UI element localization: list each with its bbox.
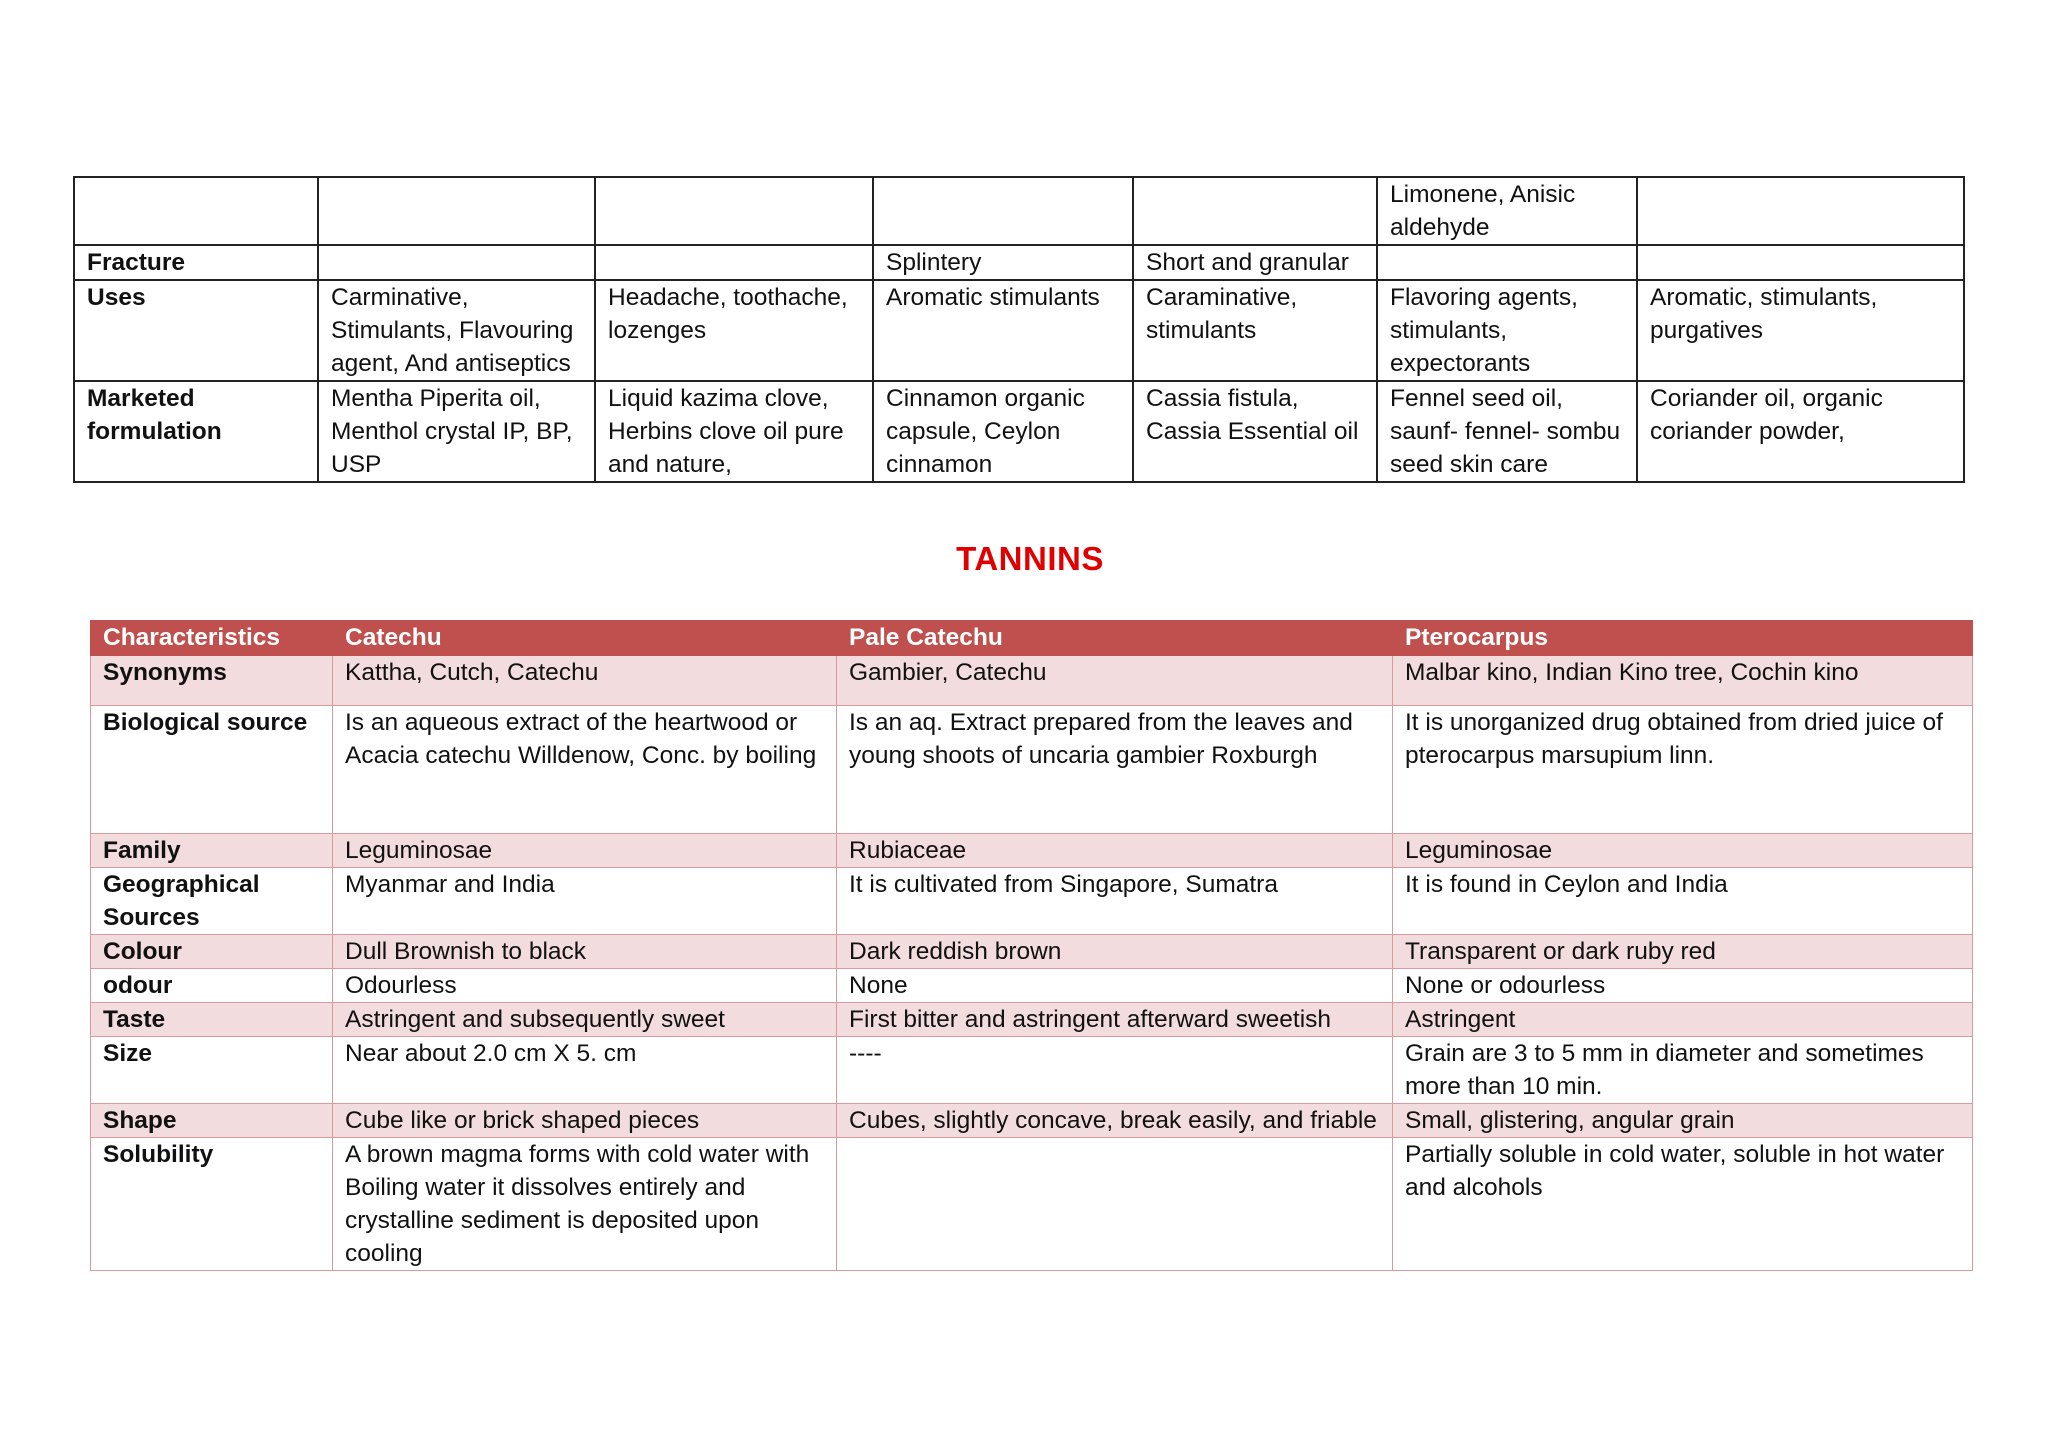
- table-cell: [318, 177, 595, 245]
- table-cell: [1637, 245, 1964, 280]
- row-label: odour: [91, 969, 333, 1003]
- table-cell: Headache, toothache, lozenges: [595, 280, 873, 381]
- column-header: Characteristics: [91, 621, 333, 656]
- table-cell: Partially soluble in cold water, soluble in hot water and alcohols: [1393, 1138, 1973, 1271]
- table-cell: [1133, 177, 1377, 245]
- table-cell: [873, 177, 1133, 245]
- table-row-odour: [91, 969, 1973, 1003]
- row-label: Shape: [91, 1104, 333, 1138]
- row-label: Synonyms: [91, 656, 333, 706]
- table-cell: [1637, 177, 1964, 245]
- section-heading: TANNINS: [956, 540, 1104, 577]
- table-cell: Near about 2.0 cm X 5. cm: [333, 1037, 837, 1104]
- table-row-uses: [74, 280, 1964, 381]
- tannins-table: [90, 620, 1973, 1271]
- table-cell: Odourless: [333, 969, 837, 1003]
- table-cell: Short and granular: [1133, 245, 1377, 280]
- table-cell: Cubes, slightly concave, break easily, and friable: [837, 1104, 1393, 1138]
- table-cell: Aromatic stimulants: [873, 280, 1133, 381]
- column-header: Catechu: [333, 621, 837, 656]
- row-label: Solubility: [91, 1138, 333, 1271]
- table-cell: It is unorganized drug obtained from dried juice of pterocarpus marsupium linn.: [1393, 706, 1973, 834]
- table-cell: First bitter and astringent afterward sweetish: [837, 1003, 1393, 1037]
- table-cell: Small, glistering, angular grain: [1393, 1104, 1973, 1138]
- table-cell: Mentha Piperita oil, Menthol crystal IP, BP, USP: [318, 381, 595, 482]
- table-cell: Is an aqueous extract of the heartwood or Acacia catechu Willdenow, Conc. by boiling: [333, 706, 837, 834]
- table-cell: Leguminosae: [333, 834, 837, 868]
- table-cell: None or odourless: [1393, 969, 1973, 1003]
- table-row-biological-source: [91, 706, 1973, 834]
- table-cell: Dull Brownish to black: [333, 935, 837, 969]
- table-row-colour: [91, 935, 1973, 969]
- table-row-synonyms: [91, 656, 1973, 706]
- volatile-oils-continuation-table: [73, 176, 1965, 483]
- table-cell: Cassia fistula, Cassia Essential oil: [1133, 381, 1377, 482]
- table-cell: [595, 177, 873, 245]
- table-cell: A brown magma forms with cold water with Boiling water it dissolves entirely and crystalline sediment is deposited upon cooling: [333, 1138, 837, 1271]
- table-cell: It is cultivated from Singapore, Sumatra: [837, 868, 1393, 935]
- table-row-fracture: [74, 245, 1964, 280]
- table-cell: Is an aq. Extract prepared from the leaves and young shoots of uncaria gambier Roxburgh: [837, 706, 1393, 834]
- table-cell: Transparent or dark ruby red: [1393, 935, 1973, 969]
- table-cell: Malbar kino, Indian Kino tree, Cochin kino: [1393, 656, 1973, 706]
- table-row-geographical-sources: [91, 868, 1973, 935]
- row-label: Size: [91, 1037, 333, 1104]
- table-cell: Leguminosae: [1393, 834, 1973, 868]
- row-label: Family: [91, 834, 333, 868]
- row-label: Uses: [74, 280, 318, 381]
- table-cell: Splintery: [873, 245, 1133, 280]
- table-cell: Myanmar and India: [333, 868, 837, 935]
- table-cell: Cinnamon organic capsule, Ceylon cinnamon: [873, 381, 1133, 482]
- row-label: Fracture: [74, 245, 318, 280]
- table-row-solubility: [91, 1138, 1973, 1271]
- table-cell: [1377, 245, 1637, 280]
- table-cell: Grain are 3 to 5 mm in diameter and sometimes more than 10 min.: [1393, 1037, 1973, 1104]
- table-cell: Limonene, Anisic aldehyde: [1377, 177, 1637, 245]
- table-row-marketed-formulation: [74, 381, 1964, 482]
- table-cell: Caraminative, stimulants: [1133, 280, 1377, 381]
- table-cell: [595, 245, 873, 280]
- row-label: Colour: [91, 935, 333, 969]
- table-cell: Fennel seed oil, saunf- fennel- sombu seed skin care: [1377, 381, 1637, 482]
- table-row: [74, 177, 1964, 245]
- table-row-shape: [91, 1104, 1973, 1138]
- table-cell: Coriander oil, organic coriander powder,: [1637, 381, 1964, 482]
- table-row-taste: [91, 1003, 1973, 1037]
- table-cell: None: [837, 969, 1393, 1003]
- row-label: Taste: [91, 1003, 333, 1037]
- table-row-size: [91, 1037, 1973, 1104]
- table-cell: It is found in Ceylon and India: [1393, 868, 1973, 935]
- table-cell: Cube like or brick shaped pieces: [333, 1104, 837, 1138]
- table-cell: Rubiaceae: [837, 834, 1393, 868]
- table-cell: Dark reddish brown: [837, 935, 1393, 969]
- row-label: Geographical Sources: [91, 868, 333, 935]
- row-label: [74, 177, 318, 245]
- table-cell: Flavoring agents, stimulants, expectorants: [1377, 280, 1637, 381]
- table-cell: Kattha, Cutch, Catechu: [333, 656, 837, 706]
- table-header-row: [91, 621, 1973, 656]
- column-header: Pterocarpus: [1393, 621, 1973, 656]
- table-cell: [318, 245, 595, 280]
- table-cell: Astringent: [1393, 1003, 1973, 1037]
- table-cell: Aromatic, stimulants, purgatives: [1637, 280, 1964, 381]
- table-cell: [837, 1138, 1393, 1271]
- column-header: Pale Catechu: [837, 621, 1393, 656]
- table-cell: Gambier, Catechu: [837, 656, 1393, 706]
- table-cell: ----: [837, 1037, 1393, 1104]
- table-cell: Carminative, Stimulants, Flavouring agent, And antiseptics: [318, 280, 595, 381]
- table-row-family: [91, 834, 1973, 868]
- row-label: Biological source: [91, 706, 333, 834]
- row-label: Marketed formulation: [74, 381, 318, 482]
- table-cell: Liquid kazima clove, Herbins clove oil pure and nature,: [595, 381, 873, 482]
- table-cell: Astringent and subsequently sweet: [333, 1003, 837, 1037]
